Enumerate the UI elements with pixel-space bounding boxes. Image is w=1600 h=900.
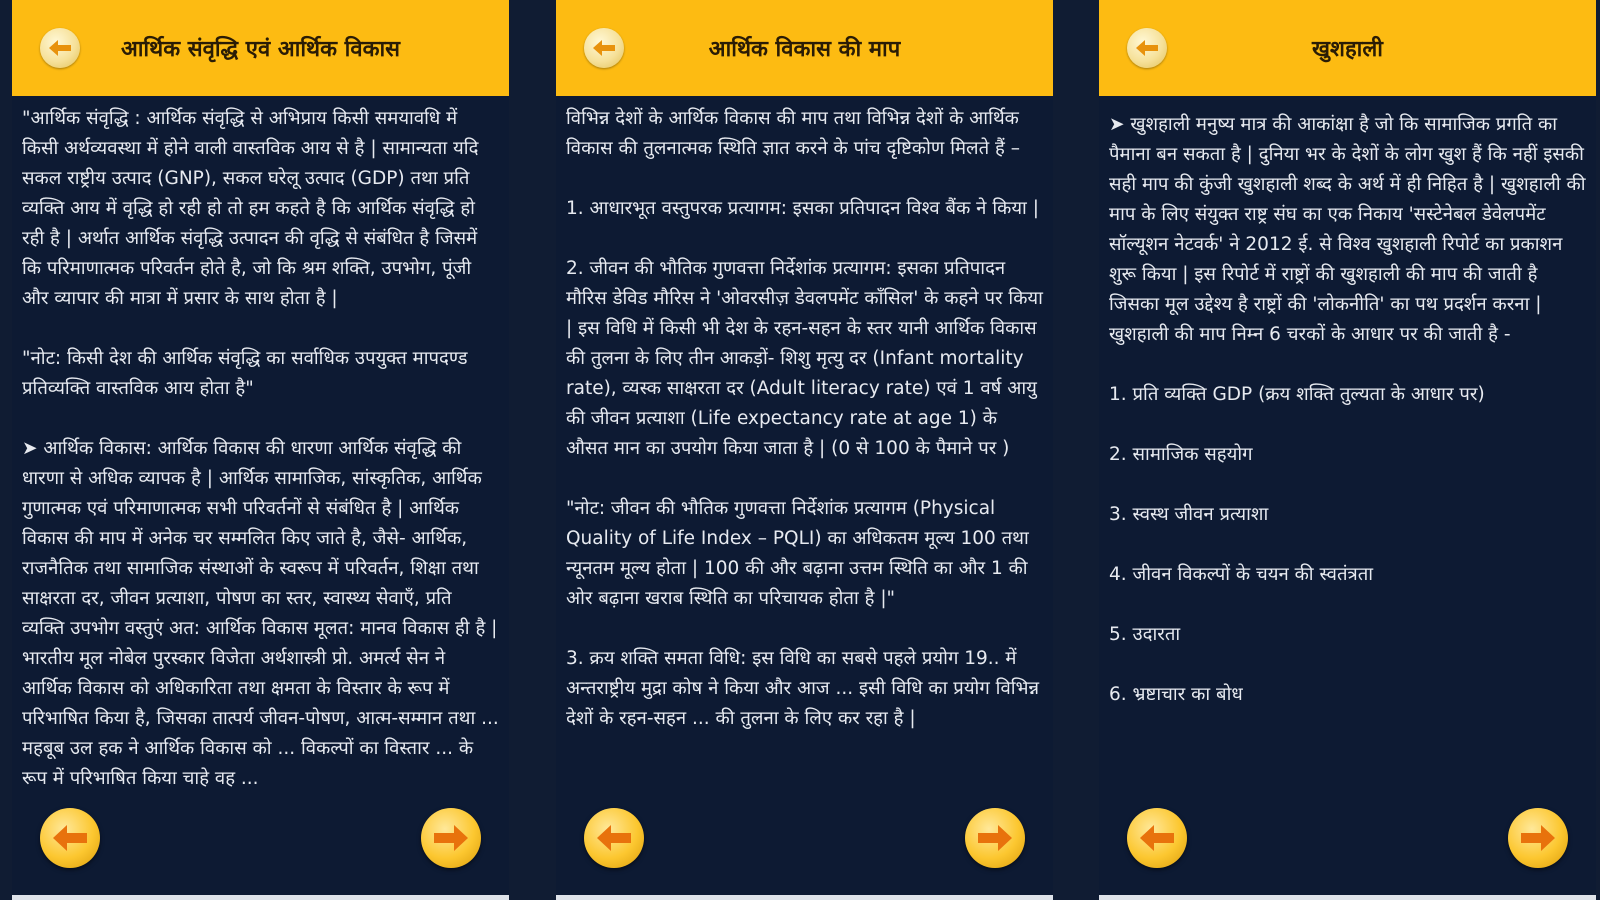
screen-development-measurement [556,0,1053,900]
page-title: आर्थिक विकास की माप [708,37,901,62]
previous-button[interactable] [40,808,100,868]
back-button[interactable] [1127,28,1167,68]
article-body [566,104,1043,900]
note-paragraph: "नोट: जीवन की भौतिक गुणवत्ता निर्देशांक प्रत्यागम (Physical Quality of Life Index – PQLI) का अधिकतम मूल्य 100 तथा न्यूनतम मूल्य होता | 100 की और बढ़ाना उत्तम स्थिति का और 1 की ओर बढ़ाना खराब स्थिति का परिचायक होता है |" [566,498,1029,609]
arrow-left-icon [53,825,87,851]
paragraph: ➤ खुशहाली मनुष्य मात्र की आकांक्षा है जो कि सामाजिक प्रगति का पैमाना बन सकता है | दुनिया भर के देशों के लोग खुश हैं कि नहीं इसकी सही माप की कुंजी खुशहाली शब्द के अर्थ में ही निहित है | खुशहाली की माप के लिए संयुक्त राष्ट्र संघ का एक निकाय 'सस्टेनेबल डेवेलपमेंट सॉल्यूशन नेटवर्क' ने 2012 ई. से विश्व खुशहाली रिपोर्ट का प्रकाशन शुरू किया | इस रिपोर्ट में राष्ट्रों की खुशहाली की माप की जाती है जिसका मूल उद्देश्य है राष्ट्रों की 'लोकनीति' का पथ प्रदर्शन करना | खुशहाली की माप निम्न 6 चरकों के आधार पर की जाती है - [1109,114,1586,345]
page-title: आर्थिक संवृद्धि एवं आर्थिक विकास [120,37,401,62]
article-body [22,104,499,900]
arrow-left-icon [1140,825,1174,851]
next-button[interactable] [965,808,1025,868]
back-button[interactable] [40,28,80,68]
note-paragraph: "नोट: किसी देश की आर्थिक संवृद्धि का सर्वाधिक उपयुक्त मापदण्ड प्रतिव्यक्ति वास्तविक आय होता है" [22,348,468,399]
paragraph: ➤ आर्थिक विकास: आर्थिक विकास की धारणा आर्थिक संवृद्धि की धारणा से अधिक व्यापक है | आर्थिक सामाजिक, सांस्कृतिक, आर्थिक गुणात्मक एवं परिमाणात्मक सभी परिवर्तनों से संबंधित है | आर्थिक विकास की माप में अनेक चर सम्मलित किए जाते है, जैसे- आर्थिक, राजनैतिक तथा सामाजिक संस्थाओं के स्वरूप में परिवर्तन, शिक्षा तथा साक्षरता दर, जीवन प्रत्याशा, पोषण का स्तर, स्वास्थ्य सेवाएँ, प्रति व्यक्ति उपभोग वस्तुएं अत: आर्थिक विकास मूलत: मानव विकास ही है | भारतीय मूल नोबेल पुरस्कार विजेता अर्थशास्त्री प्रो. अमर्त्य सेन ने आर्थिक विकास को अधिकारिता तथा क्षमता के विस्तार के रूप में परिभाषित किया है, जिसका तात्पर्य जीवन-पोषण, आत्म-सम्मान तथा ... महबूब उल हक ने आर्थिक विकास को ... विकल्पों का विस्तार ... के रूप में परिभाषित किया चाहे वह ... [22,438,499,789]
bottom-divider [12,895,509,900]
paragraph: विभिन्न देशों के आर्थिक विकास की माप तथा विभिन्न देशों के आर्थिक विकास की तुलनात्मक स्थिति ज्ञात करने के पांच दृष्टिकोण मिलते हैं – [566,108,1020,159]
list-item: 2. सामाजिक सहयोग [1109,444,1253,465]
list-item: 4. जीवन विकल्पों के चयन की स्वतंत्रता [1109,564,1374,585]
next-button[interactable] [1508,808,1568,868]
list-item: 5. उदारता [1109,624,1181,645]
article-body [1109,110,1586,900]
arrow-left-icon [597,825,631,851]
back-button[interactable] [584,28,624,68]
screen-happiness [1099,0,1596,900]
arrow-right-icon [1521,825,1555,851]
list-item: 1. प्रति व्यक्ति GDP (क्रय शक्ति तुल्यता के आधार पर) [1109,384,1485,405]
page-title: खुशहाली [1312,37,1383,62]
app-header [556,0,1053,96]
previous-button[interactable] [1127,808,1187,868]
previous-button[interactable] [584,808,644,868]
list-item: 6. भ्रष्टाचार का बोध [1109,684,1243,705]
next-button[interactable] [421,808,481,868]
arrow-right-icon [978,825,1012,851]
paragraph: "आर्थिक संवृद्धि : आर्थिक संवृद्धि से अभिप्राय किसी समयावधि में किसी अर्थव्यवस्था में होने वाली वास्तविक आय से है | सामान्यता यदि सकल राष्ट्रीय उत्पाद (GNP), सकल घरेलू उत्पाद (GDP) तथा प्रति व्यक्ति आय में वृद्धि हो रही हो तो हम कहते है कि आर्थिक संवृद्धि हो रही है | अर्थात आर्थिक संवृद्धि उत्पादन की वृद्धि से संबंधित है जिसमें कि परिमाणात्मक परिवर्तन होते है, जो कि श्रम शक्ति, उपभोग, पूंजी और व्यापार की मात्रा में प्रसार के साथ होता है | [22,108,479,309]
list-item: 3. क्रय शक्ति समता विधि: इस विधि का सबसे पहले प्रयोग 19.. में अन्तराष्ट्रीय मुद्रा कोष ने किया और आज ... इसी विधि का प्रयोग विभिन्न देशों के रहन-सहन ... की तुलना के लिए कर रहा है | [566,648,1040,729]
arrow-left-icon [1136,40,1158,56]
screen-economic-growth [12,0,509,900]
bottom-divider [1099,895,1596,900]
list-item: 1. आधारभूत वस्तुपरक प्रत्यागम: इसका प्रतिपादन विश्व बैंक ने किया | [566,198,1039,219]
list-item: 3. स्वस्थ जीवन प्रत्याशा [1109,504,1269,525]
arrow-left-icon [593,40,615,56]
list-item: 2. जीवन की भौतिक गुणवत्ता निर्देशांक प्रत्यागम: इसका प्रतिपादन मौरिस डेविड मौरिस ने 'ओवरसीज़ डेवलपमेंट काँसिल' के कहने पर किया | इस विधि में किसी भी देश के रहन-सहन के स्तर यानी आर्थिक विकास की तुलना के लिए तीन आकड़ों- शिशु मृत्यु दर (Infant mortality rate), व्यस्क साक्षरता दर (Adult literacy rate) एवं 1 वर्ष आयु की जीवन प्रत्याशा (Life expectancy rate at age 1) के औसत मान का उपयोग किया जाता है | (0 से 100 के पैमाने पर ) [566,258,1043,459]
arrow-left-icon [49,40,71,56]
app-header [12,0,509,96]
bottom-divider [556,895,1053,900]
app-header [1099,0,1596,96]
arrow-right-icon [434,825,468,851]
